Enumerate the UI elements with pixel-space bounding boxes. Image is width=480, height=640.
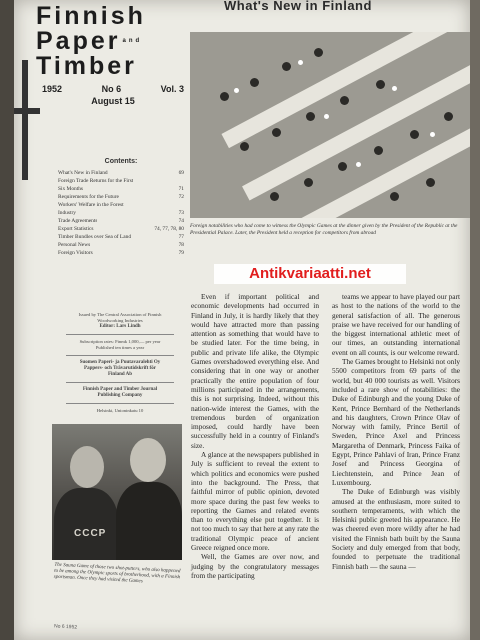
list-item: Foreign Visitors 79	[58, 250, 184, 256]
issue-year: 1952	[42, 84, 63, 94]
watermark: Antikvariaatti.net	[214, 264, 406, 284]
cccp-jersey-text: CCCP	[74, 528, 107, 539]
article-column-1: Even if important political and economic developments had occurred in Finland in July, it is hardly likely that they would have attracted more than passing attention as something that would have to be studied later. For the time being, in public and private life alike, the Olympic Games overshadowed everything else. And considering that in one way or another practically the entire population of four millions participated in the arrangements, this is not surprising. Indeed, without this nation-wide interest the Games, with the tremendous burden of organization imposed, could hardly have been successfully held in a country of Finland's size. A glance at the newspapers published in July is sufficient to reveal the extent to which politics and economics were pushed into the background. The Press, that faithful mirror of public opinion, devoted more space during the past few weeks to reporting the Games and related events than to everything else put together. It is not too much to say that here at any rate the traditional Olympic peace of ancient Greece reigned once more. Well, the Games are over now, and judging by the congratulatory messages from the participating	[191, 292, 319, 580]
masthead-line-3: Timber	[36, 52, 137, 80]
masthead-line-1: Finnish	[36, 2, 146, 30]
list-item: Timber Bundles over Sea of Land 77	[58, 234, 184, 240]
list-item: Export Statistics 74, 77, 78, 80	[58, 226, 184, 232]
publisher-info: Issued by The Central Association of Finnish Woodworking Industries Editor: Lars Lindh Subscription rates: Finmk 1,000,— per year Published ten times a year Suomen Paperi- ja Puutavaralehti Oy Pappers- och Trävarutidskrift för Finland Ab Finnish Paper and Timber Journal Publishing Company Helsinki, Unioninkatu 10	[58, 312, 182, 414]
issue-date: August 15	[91, 96, 135, 106]
masthead-line-2: Paper	[36, 27, 121, 55]
list-item: Requirements for the Future 72	[58, 194, 184, 200]
dinner-photo	[190, 32, 470, 218]
issue-info	[42, 84, 184, 106]
list-item: Workers' Welfare in the Forest	[58, 202, 124, 208]
photo-caption-athletes: The Sauna Game of those two shot-putters, who also happened to be among the Olympic sports of brotherhood, with a Finnish sportsman. Once they had visited the Games	[53, 562, 181, 585]
page-footer: No 6 1952	[53, 623, 78, 631]
binding-edge	[0, 0, 14, 640]
list-item: Foreign Trade Returns for the First	[58, 178, 134, 184]
list-item: Six Months 71	[58, 186, 184, 192]
masthead-and: and	[122, 38, 143, 44]
table-of-contents	[58, 158, 184, 257]
magazine-page	[14, 0, 470, 640]
masthead	[36, 4, 186, 79]
photo-caption-dinner: Foreign notabilities who had come to witness the Olympic Games at the dinner given by the President of the Republic at the Presidential Palace. Later, the President held a reception for competitors from abroad	[190, 223, 458, 236]
athletes-photo	[52, 424, 182, 560]
article-column-2: teams we appear to have played our part as host to the nations of the world to the general satisfaction of all. The generous praise we have received for our handling of the biggest international athletic meet of our times, an outstanding international event on all counts, is our welcome reward. The Games brought to Helsinki not only 5500 competitors from 69 parts of the world, but 40 000 tourists as well. Visitors included a rare show of notabilities: the Duke of Edinburgh and the young Duke of Kent, Prince Bernhard of the Netherlands and his daughters, Crown Prince Olav of Norway with family, Prince Bertil of Sweden, Prince Axel and Princess Margaretha of Denmark, Princess Faika of Egypt, Prince Pahlavi of Iran, Prince Franz Josef and Princess Georgina of Liechtenstein, and Prince Jean of Luxembourg. The Duke of Edinburgh was visibly amused at the enthusiasm, more suited to southern temperaments, with which the Helsinki public greeted his appearance. He was cheered even more wildly after he had visited the Finnish bath built by the Sauna Society and duly emerged from that body, founded to perpetuate the traditional Finnish bath — the sauna —	[332, 292, 460, 571]
issue-volume: Vol. 3	[160, 84, 184, 94]
list-item: Personal News 78	[58, 242, 184, 248]
list-item: Industry 73	[58, 210, 184, 216]
list-item: What's New in Finland 69	[58, 170, 184, 176]
contents-heading: Contents:	[104, 158, 138, 165]
issue-number: No 6	[101, 84, 122, 94]
page-title: What's New in Finland	[224, 0, 372, 13]
list-item: Trade Agreements 74	[58, 218, 184, 224]
